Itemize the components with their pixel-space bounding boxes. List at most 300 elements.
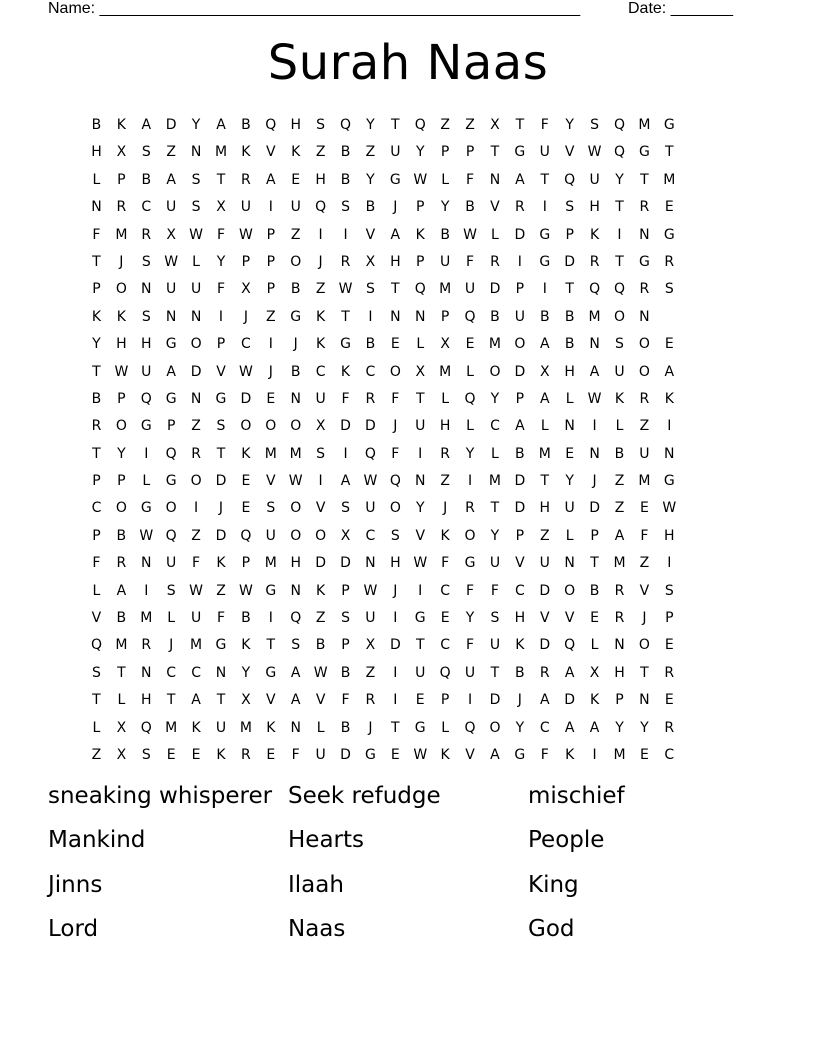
grid-letter: B bbox=[539, 308, 550, 325]
grid-letter: P bbox=[465, 144, 475, 161]
grid-letter: R bbox=[490, 253, 500, 270]
grid-letter: N bbox=[639, 692, 650, 709]
grid-letter: P bbox=[440, 692, 450, 709]
grid-letter: X bbox=[365, 637, 376, 654]
grid-letter: Q bbox=[90, 637, 102, 654]
grid-letter: Y bbox=[117, 445, 126, 462]
grid-letter: B bbox=[340, 664, 351, 681]
grid-letter: F bbox=[92, 555, 101, 572]
grid-letter: G bbox=[340, 336, 351, 353]
grid-letter: I bbox=[418, 445, 423, 462]
grid-letter: K bbox=[664, 390, 674, 407]
grid-letter: S bbox=[166, 582, 176, 599]
grid-letter: D bbox=[539, 582, 551, 599]
grid-letter: T bbox=[640, 171, 649, 188]
grid-letter: B bbox=[564, 336, 575, 353]
grid-letter: I bbox=[467, 692, 473, 709]
grid-letter: I bbox=[343, 226, 348, 243]
grid-letter: T bbox=[615, 253, 624, 270]
grid-letter: E bbox=[390, 746, 400, 763]
grid-letter: T bbox=[216, 445, 226, 462]
grid-letter: D bbox=[539, 637, 551, 654]
grid-letter: X bbox=[539, 363, 550, 380]
grid-letter: Z bbox=[91, 746, 102, 763]
grid-letter: L bbox=[466, 363, 474, 380]
grid-letter: P bbox=[241, 555, 251, 572]
grid-letter: R bbox=[141, 637, 152, 654]
grid-letter: F bbox=[391, 390, 400, 407]
grid-letter: X bbox=[440, 336, 450, 353]
grid-letter: R bbox=[141, 226, 152, 243]
grid-letter: R bbox=[639, 281, 650, 298]
grid-letter: R bbox=[91, 418, 102, 435]
grid-letter: W bbox=[413, 555, 428, 572]
grid-letter: S bbox=[341, 199, 350, 216]
grid-letter: G bbox=[414, 719, 426, 736]
grid-letter: E bbox=[166, 746, 176, 763]
word-search-grid bbox=[84, 112, 732, 769]
grid-letter: U bbox=[464, 281, 476, 298]
grid-letter: O bbox=[190, 336, 202, 353]
grid-letter: I bbox=[667, 555, 672, 572]
grid-letter: U bbox=[539, 144, 550, 161]
grid-letter: B bbox=[564, 308, 575, 325]
grid-letter: J bbox=[218, 500, 224, 517]
grid-letter: S bbox=[590, 117, 600, 133]
grid-letter: Z bbox=[315, 281, 326, 298]
grid-letter: K bbox=[241, 144, 251, 161]
grid-letter: U bbox=[440, 253, 451, 270]
grid-letter: U bbox=[614, 363, 625, 380]
grid-letter: U bbox=[190, 610, 202, 627]
grid-letter: B bbox=[290, 363, 301, 380]
grid-letter: G bbox=[663, 473, 675, 490]
grid-letter: K bbox=[116, 117, 126, 133]
grid-letter: G bbox=[464, 555, 476, 572]
grid-letter: Q bbox=[564, 171, 576, 188]
grid-letter: X bbox=[340, 527, 351, 544]
grid-letter: U bbox=[514, 308, 525, 325]
grid-letter: F bbox=[192, 555, 201, 572]
grid-letter: U bbox=[240, 199, 252, 216]
grid-letter: V bbox=[266, 692, 276, 709]
grid-letter: Q bbox=[613, 117, 625, 133]
grid-letter: I bbox=[318, 473, 323, 490]
grid-letter: V bbox=[365, 226, 376, 243]
grid-letter: T bbox=[216, 171, 226, 188]
grid-letter: W bbox=[463, 226, 477, 243]
grid-letter: G bbox=[514, 746, 526, 763]
grid-letter: N bbox=[564, 418, 575, 435]
grid-letter: J bbox=[169, 637, 174, 654]
grid-row bbox=[84, 632, 732, 659]
grid-letter: D bbox=[514, 473, 526, 490]
grid-letter: I bbox=[318, 226, 323, 243]
grid-letter: P bbox=[615, 692, 624, 709]
grid-letter: N bbox=[589, 336, 600, 353]
grid-letter: X bbox=[415, 363, 426, 380]
grid-letter: U bbox=[141, 363, 152, 380]
grid-letter: V bbox=[91, 610, 102, 627]
grid-letter: O bbox=[464, 527, 476, 544]
grid-letter: Q bbox=[165, 445, 177, 462]
grid-letter: Y bbox=[465, 445, 475, 462]
grid-letter: K bbox=[440, 527, 450, 544]
grid-letter: D bbox=[215, 527, 227, 544]
grid-letter: R bbox=[664, 719, 675, 736]
grid-letter: A bbox=[614, 527, 625, 544]
grid-letter: W bbox=[363, 473, 378, 490]
grid-letter: S bbox=[565, 199, 575, 216]
grid-letter: F bbox=[540, 746, 549, 763]
grid-letter: A bbox=[290, 664, 301, 681]
grid-letter: N bbox=[290, 582, 301, 599]
grid-letter: E bbox=[590, 610, 599, 627]
grid-letter: O bbox=[290, 418, 302, 435]
grid-letter: C bbox=[514, 582, 525, 599]
grid-letter: W bbox=[189, 226, 203, 243]
grid-letter: S bbox=[92, 664, 101, 681]
grid-letter: O bbox=[315, 527, 327, 544]
grid-letter: J bbox=[368, 719, 373, 736]
grid-letter: B bbox=[91, 117, 102, 133]
grid-letter: F bbox=[441, 555, 450, 572]
grid-letter: K bbox=[241, 445, 251, 462]
grid-letter: I bbox=[393, 692, 398, 709]
grid-letter: I bbox=[268, 199, 273, 216]
grid-letter: K bbox=[565, 746, 575, 763]
grid-letter: A bbox=[166, 171, 176, 188]
grid-letter: K bbox=[241, 637, 251, 654]
grid-letter: I bbox=[368, 308, 373, 325]
grid-letter: Q bbox=[613, 144, 625, 161]
grid-letter: R bbox=[639, 390, 650, 407]
grid-letter: N bbox=[190, 308, 202, 325]
grid-letter: Q bbox=[389, 473, 401, 490]
grid-letter: O bbox=[514, 336, 526, 353]
grid-letter: O bbox=[190, 473, 202, 490]
grid-letter: G bbox=[638, 253, 650, 270]
grid-letter: R bbox=[241, 746, 251, 763]
grid-letter: W bbox=[238, 582, 253, 599]
grid-letter: I bbox=[667, 418, 672, 435]
grid-letter: E bbox=[191, 746, 201, 763]
grid-letter: C bbox=[191, 664, 201, 681]
grid-letter: I bbox=[592, 418, 597, 435]
grid-letter: O bbox=[613, 308, 625, 325]
grid-letter: C bbox=[365, 527, 376, 544]
grid-letter: B bbox=[365, 336, 376, 353]
grid-letter: G bbox=[165, 390, 177, 407]
grid-letter: D bbox=[240, 390, 252, 407]
grid-row bbox=[84, 331, 732, 358]
grid-letter: I bbox=[144, 582, 149, 599]
grid-letter: P bbox=[665, 610, 674, 627]
grid-letter: V bbox=[216, 363, 226, 380]
grid-letter: K bbox=[340, 363, 351, 380]
grid-letter: A bbox=[191, 692, 201, 709]
grid-letter: C bbox=[490, 418, 500, 435]
grid-letter: W bbox=[114, 363, 129, 380]
grid-letter: R bbox=[365, 390, 376, 407]
grid-row bbox=[84, 249, 732, 276]
grid-letter: R bbox=[465, 500, 475, 517]
grid-letter: G bbox=[539, 253, 551, 270]
grid-letter: X bbox=[116, 746, 127, 763]
word-bank-item: Hearts bbox=[288, 827, 364, 854]
grid-letter: V bbox=[639, 582, 650, 599]
grid-letter: B bbox=[465, 199, 475, 216]
grid-letter: O bbox=[240, 418, 252, 435]
grid-letter: B bbox=[340, 144, 351, 161]
grid-letter: Y bbox=[515, 719, 525, 736]
grid-letter: D bbox=[190, 363, 202, 380]
grid-letter: T bbox=[665, 144, 674, 161]
grid-letter: B bbox=[614, 445, 625, 462]
grid-letter: T bbox=[216, 692, 226, 709]
grid-letter: H bbox=[141, 336, 152, 353]
grid-letter: S bbox=[291, 637, 301, 654]
grid-letter: H bbox=[290, 117, 301, 133]
grid-letter: C bbox=[166, 664, 177, 681]
grid-letter: Q bbox=[165, 527, 177, 544]
grid-letter: T bbox=[92, 253, 101, 270]
grid-letter: Y bbox=[640, 719, 649, 736]
grid-letter: F bbox=[341, 692, 350, 709]
grid-letter: M bbox=[214, 144, 228, 161]
grid-letter: N bbox=[365, 555, 376, 572]
grid-letter: M bbox=[488, 473, 501, 490]
grid-letter: S bbox=[365, 281, 375, 298]
grid-letter: B bbox=[589, 582, 600, 599]
grid-letter: W bbox=[288, 473, 303, 490]
grid-letter: E bbox=[266, 746, 276, 763]
grid-letter: M bbox=[239, 719, 252, 736]
grid-letter: Y bbox=[615, 171, 624, 188]
grid-letter: Q bbox=[364, 445, 376, 462]
grid-letter: B bbox=[290, 281, 301, 298]
grid-letter: H bbox=[564, 363, 575, 380]
grid-letter: X bbox=[241, 281, 251, 298]
grid-letter: F bbox=[540, 117, 549, 133]
grid-row bbox=[84, 112, 732, 139]
grid-letter: L bbox=[540, 418, 549, 435]
grid-letter: V bbox=[315, 692, 326, 709]
grid-letter: S bbox=[316, 445, 326, 462]
grid-letter: Q bbox=[464, 719, 476, 736]
grid-letter: E bbox=[291, 171, 301, 188]
grid-letter: K bbox=[316, 336, 326, 353]
grid-letter: U bbox=[290, 199, 301, 216]
grid-row bbox=[84, 605, 732, 632]
grid-row bbox=[84, 386, 732, 413]
grid-letter: Z bbox=[614, 473, 625, 490]
grid-letter: A bbox=[515, 418, 525, 435]
grid-row bbox=[84, 359, 732, 386]
grid-letter: L bbox=[466, 418, 474, 435]
grid-letter: J bbox=[268, 363, 273, 380]
grid-letter: K bbox=[291, 144, 301, 161]
grid-letter: P bbox=[241, 253, 251, 270]
grid-letter: Y bbox=[440, 199, 450, 216]
grid-letter: N bbox=[390, 308, 401, 325]
grid-letter: J bbox=[293, 336, 298, 353]
grid-letter: Z bbox=[440, 473, 450, 490]
grid-letter: M bbox=[638, 117, 651, 133]
grid-letter: R bbox=[116, 555, 127, 572]
grid-letter: S bbox=[191, 171, 201, 188]
grid-letter: H bbox=[91, 144, 102, 161]
grid-letter: O bbox=[290, 500, 302, 517]
grid-letter: E bbox=[639, 500, 649, 517]
grid-letter: N bbox=[190, 390, 202, 407]
grid-letter: G bbox=[215, 637, 227, 654]
grid-letter: U bbox=[390, 144, 401, 161]
grid-letter: N bbox=[290, 390, 301, 407]
grid-letter: O bbox=[290, 253, 302, 270]
word-bank-item: Ilaah bbox=[288, 871, 344, 898]
grid-letter: Z bbox=[191, 418, 201, 435]
grid-letter: T bbox=[415, 637, 425, 654]
grid-letter: A bbox=[515, 171, 525, 188]
grid-letter: J bbox=[443, 500, 448, 517]
grid-letter: O bbox=[165, 500, 177, 517]
grid-letter: I bbox=[218, 308, 224, 325]
grid-letter: H bbox=[141, 692, 152, 709]
grid-letter: U bbox=[166, 199, 177, 216]
grid-letter: T bbox=[615, 199, 624, 216]
grid-letter: X bbox=[365, 253, 376, 270]
grid-letter: O bbox=[115, 281, 127, 298]
grid-letter: E bbox=[415, 692, 425, 709]
grid-letter: Q bbox=[240, 527, 252, 544]
grid-letter: L bbox=[92, 171, 101, 188]
date-line: Date: _______ bbox=[628, 0, 733, 17]
grid-letter: Y bbox=[216, 253, 226, 270]
grid-letter: X bbox=[216, 199, 226, 216]
word-bank-item: People bbox=[528, 827, 605, 854]
grid-letter: T bbox=[266, 637, 276, 654]
word-bank-item: Naas bbox=[288, 915, 346, 942]
word-bank-item: mischief bbox=[528, 783, 625, 809]
grid-letter: T bbox=[490, 664, 500, 681]
grid-letter: R bbox=[589, 253, 600, 270]
grid-letter: B bbox=[241, 117, 251, 133]
grid-letter: Z bbox=[216, 582, 226, 599]
grid-letter: J bbox=[243, 308, 248, 325]
grid-letter: F bbox=[92, 226, 101, 243]
grid-row bbox=[84, 742, 732, 769]
grid-letter: Q bbox=[589, 281, 601, 298]
grid-letter: M bbox=[613, 746, 626, 763]
grid-letter: S bbox=[490, 610, 500, 627]
grid-letter: K bbox=[191, 719, 201, 736]
grid-letter: D bbox=[514, 500, 526, 517]
grid-letter: S bbox=[664, 281, 674, 298]
grid-letter: R bbox=[664, 664, 675, 681]
grid-letter: Y bbox=[241, 664, 251, 681]
grid-letter: A bbox=[490, 746, 500, 763]
grid-letter: A bbox=[564, 719, 575, 736]
grid-letter: G bbox=[638, 144, 650, 161]
grid-letter: G bbox=[539, 226, 551, 243]
grid-letter: W bbox=[238, 363, 253, 380]
grid-letter: O bbox=[290, 527, 302, 544]
grid-letter: E bbox=[390, 336, 400, 353]
grid-letter: O bbox=[489, 363, 501, 380]
grid-letter: X bbox=[589, 664, 600, 681]
grid-letter: N bbox=[489, 171, 501, 188]
grid-letter: Z bbox=[365, 664, 376, 681]
grid-letter: X bbox=[241, 692, 251, 709]
grid-letter: Y bbox=[490, 527, 500, 544]
grid-letter: V bbox=[415, 527, 426, 544]
grid-row bbox=[84, 687, 732, 714]
grid-letter: W bbox=[413, 746, 428, 763]
grid-letter: V bbox=[266, 473, 276, 490]
grid-letter: Y bbox=[615, 719, 624, 736]
grid-letter: E bbox=[639, 746, 649, 763]
grid-letter: O bbox=[115, 418, 127, 435]
grid-letter: M bbox=[289, 445, 302, 462]
grid-letter: Q bbox=[315, 199, 327, 216]
grid-letter: U bbox=[489, 637, 501, 654]
grid-letter: J bbox=[393, 199, 398, 216]
grid-letter: I bbox=[542, 199, 547, 216]
grid-letter: G bbox=[165, 336, 177, 353]
grid-letter: F bbox=[490, 582, 499, 599]
grid-letter: B bbox=[116, 527, 127, 544]
grid-letter: O bbox=[389, 500, 401, 517]
grid-letter: K bbox=[589, 692, 600, 709]
grid-letter: F bbox=[466, 253, 475, 270]
grid-letter: E bbox=[565, 445, 575, 462]
grid-letter: Z bbox=[191, 527, 201, 544]
grid-letter: W bbox=[139, 527, 154, 544]
name-line: Name: ______________________________________________________ bbox=[48, 0, 581, 17]
grid-letter: I bbox=[418, 582, 423, 599]
grid-letter: J bbox=[642, 610, 647, 627]
grid-letter: P bbox=[341, 637, 350, 654]
grid-letter: B bbox=[241, 610, 251, 627]
grid-letter: L bbox=[192, 253, 200, 270]
grid-letter: Q bbox=[140, 390, 152, 407]
grid-letter: M bbox=[264, 445, 277, 462]
grid-letter: D bbox=[340, 746, 351, 763]
grid-letter: U bbox=[315, 390, 326, 407]
grid-letter: W bbox=[164, 253, 179, 270]
grid-letter: J bbox=[119, 253, 124, 270]
grid-letter: O bbox=[265, 418, 277, 435]
grid-letter: V bbox=[515, 555, 525, 572]
grid-letter: S bbox=[341, 500, 350, 517]
grid-letter: U bbox=[564, 500, 575, 517]
grid-letter: N bbox=[589, 445, 600, 462]
grid-letter: Y bbox=[366, 117, 375, 133]
grid-letter: E bbox=[664, 336, 674, 353]
grid-letter: K bbox=[440, 746, 450, 763]
grid-letter: E bbox=[664, 692, 674, 709]
grid-letter: B bbox=[340, 719, 351, 736]
grid-letter: T bbox=[92, 692, 101, 709]
grid-letter: G bbox=[414, 610, 426, 627]
grid-letter: K bbox=[316, 308, 326, 325]
grid-letter: L bbox=[167, 610, 176, 627]
grid-letter: W bbox=[189, 582, 203, 599]
grid-letter: R bbox=[614, 610, 625, 627]
grid-letter: U bbox=[415, 418, 426, 435]
grid-letter: H bbox=[315, 171, 326, 188]
